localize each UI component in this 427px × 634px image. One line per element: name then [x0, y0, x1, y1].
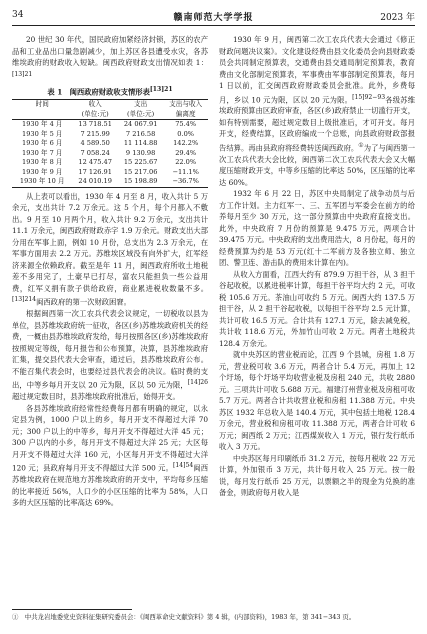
table-row — [12, 158, 208, 168]
paragraph: 1932 年 6 月 22 日，苏区中央局制定了战争动员与后方工作计划。主力红军一、三、五军团与军委会在前方的给养每月至少 30 万元，这一部分预算由中央政府直接支出。此外，中央政府 7 月份的预算是 9.475 万元，两项合计 39.475 万元。中央政府的支出费用浩大，8 月份起，每月的经费预算为约是 53 万元(红十二军前方及各独立师、独立团、警卫连、游击队的费用未计算在内)。 — [219, 189, 415, 268]
table-cell: 11 114.88 — [123, 139, 158, 148]
table-cell: −11.1% — [172, 167, 199, 176]
table-cell: 7 216.58 — [125, 129, 156, 138]
table-cell: 13 718.51 — [78, 120, 112, 129]
table-cell: 1930 年 9 月 — [22, 167, 63, 176]
left-column — [12, 34, 208, 509]
table-cell: 1930 年 8 月 — [22, 158, 63, 167]
paragraph: 1930 年 9 月，闽西第二次工农兵代表大会通过《修正财政问题决议案》。文化建设经费由县文化委员会向县财政委员会共同制定预算表，交通费由县交通局制定预算表，教育费由文化部制定预算表，军事费由军事部制定预算表，每月 1 日以前，汇交闽西政府财政委员会批准。此外，乡费每月，乡以 10 元为限，区以 20 元为限。$^{[15]92-93}$各级苏维埃政府预算由区政府审查，各区(乡)政府禁止一切滥行开支，如有特别需要，超过规定数目上级批准后，才可开支。每月开支，经费结算，区政府编成一个总账，向县政府财政部报告结算。再由县政府将经费转送闽西政府。①为了与闽西第一次工农兵代表大会比较，闽西第二次工农兵代表大会又大幅度压缩财政开支，中等乡压缩的比率达 50%，区压缩的比率达 60%。 — [219, 35, 416, 187]
table-cell: 15 198.89 — [118, 177, 163, 187]
finance-table — [12, 99, 208, 188]
table-header: 支出 — [118, 100, 163, 110]
header-year: 2023 年 — [380, 13, 415, 23]
paragraph: 就中央苏区的营业税而论，江西 9 个县城，房租 1.8 万元，营业税可收 3.6 万元，两者合计 5.4 万元，再加上 12 个圩场，每个圩场平均收营业税及房租 240 元，共收 2880 元。三项共计可收 5.688 万元。福建汀州营业税及房租可收 5.7 万元。两者合计共收营业税和房租 11.388 万元。中央苏区 1932 年总收入是 140.4 万元，其中包括土地税 128.4 万余元，营业税和房租可收 11.388 万元，两者合计可收 6 万元；闽西纸 2 万元；江西煤炭收入 1 万元，银行发行纸币收入 3 万元。 — [219, 350, 415, 452]
footnote-marker: ① — [358, 141, 364, 149]
table-header: 收入 — [72, 100, 117, 110]
table-row — [12, 168, 208, 178]
citation: [13]21 — [149, 86, 173, 94]
right-column — [219, 34, 415, 499]
paragraph: 根据闽西第一次工农兵代表会议规定，一切税收以县为单位，县苏维埃政府统一征收，各区(乡)苏维埃政府机关的经费，一概由县苏维埃政府发给，每月按照各区(乡)苏维埃政府按照规定等级，每月报告和公布预算，决算，县苏维埃政府汇集，提交县代表大会审查，通过后，县苏维埃政府公布。不能召集代表会时，也要经过县代表会的决议。临时费的支出，中等乡每月开支以 20 元为限，区以 50 元为限，$^{[14]26}$超过规定数目时，县苏维埃政府批准后，始得开支。 — [12, 309, 208, 402]
paragraph: 各县苏维埃政府经常性经费每月都有明确的规定，以永定县为例，1000 户以上的乡，每月开支不得超过大洋 70 元；300 户以上的中等乡，每月开支不得超过大洋 45 元；300 户以内的小乡，每月开支不得超过大洋 25 元；大区每月开支不得超过大洋 160 元，小区每月开支不得超过大洋 120 元；县政府每月开支不得超过大洋 500 元。$^{[14]54}$闽西苏维埃政府在规范地方苏维埃政府的开支中，平均每乡压缩的比率接近 56%，人口少的小区压缩的比率为 58%，人口多的大区压缩的比率高达 69%。 — [12, 403, 209, 508]
table-cell: 142.2% — [173, 139, 199, 148]
table-header: 支出与收入 — [163, 100, 208, 110]
footnote: ① 中共龙岩地委党史资料征集研究委员会：《闽西革命史文献资料》第 4 辑，(内部资料)，1983 年，第 341−343 页。 — [12, 613, 356, 621]
table-cell: 17 126.91 — [78, 167, 112, 176]
table-header — [12, 110, 72, 120]
citation: [14]26 — [187, 379, 208, 387]
table-cell: 22.0% — [175, 158, 197, 167]
table-row — [12, 130, 208, 140]
table-cell: 7 058.24 — [80, 148, 110, 157]
table-cell: 12 475.47 — [78, 158, 112, 167]
citation: [14]54 — [172, 462, 194, 470]
table-cell: 1930 年 7 月 — [22, 148, 63, 157]
table-cell: 15 217.06 — [123, 167, 158, 176]
table-header: (单位:元) — [118, 110, 163, 120]
table-cell: 1930 年 10 月 — [12, 177, 72, 187]
table-cell: 1930 年 6 月 — [22, 139, 63, 148]
header-rule — [12, 25, 415, 26]
citation: [15]92−93 — [352, 93, 386, 101]
table-row — [12, 139, 208, 149]
table-cell: 75.4% — [175, 120, 197, 129]
table-cell: 9 130.98 — [125, 148, 156, 157]
page-number: 34 — [12, 10, 24, 20]
page-header — [12, 10, 415, 24]
table-cell: 0.0% — [177, 129, 195, 138]
table-header: (单位:元) — [72, 110, 117, 120]
table-header: 偏离度 — [163, 110, 208, 120]
table-cell: 15 225.67 — [123, 158, 158, 167]
table-cell: −36.7% — [163, 177, 208, 187]
table-cell: 1930 年 5 月 — [22, 129, 63, 138]
table-row — [12, 120, 208, 130]
paragraph: 从收入方面看，江西大约有 879.9 万担干谷，从 3 担干谷起收税，以累进税率计算，每担干谷平均大约 2 元，可收税 105.6 万元。茶油山可收约 5 万元。闽西大约 137.5 万担干谷，从 2 担干谷起收税，以每担干谷平均 2.5 元计算，共计可收 16.5 万元。合计共有 127.1 万元，除去减免税，共计收 118.6 万元，外加竹山可收 2 万元。两者土地税共 128.4 万余元。 — [219, 269, 415, 348]
paragraph: 20 世纪 30 年代，国民政府加紧经济封锁，苏区的农产品和工业品出口量急剧减少，加上苏区各县遭受水灾，各苏维埃政府的财政收入短缺。闽西政府财政支出情况如表 1：$^{[13]21}$ — [12, 35, 208, 78]
table-cell: 24 010.19 — [72, 177, 117, 187]
table-header: 时间 — [12, 100, 72, 110]
table-subheader-row — [12, 110, 208, 120]
paragraph: 中央苏区每月印刷纸币 31.2 万元，按每月税收 22 万元计算，外加银币 3 万元，共计每月收入 25 万元。按一般说，每月发行纸币 25 万元，以票额之半的现金为兑换的准备金，则政府每月收入是 — [219, 453, 415, 498]
footnote-rule — [12, 609, 132, 610]
table-cell: 4 589.50 — [80, 139, 110, 148]
table-header-row — [12, 100, 208, 110]
journal-title: 赣南师范大学学报 — [173, 13, 254, 23]
citation: [13]214 — [12, 296, 37, 304]
paragraph: 从上表可以看出，1930 年 4 月至 8 月，收入共计 5 万余元，支出共计 7.2 万余元。这 5 个月，每个月都入不敷出。9 月至 10 月两个月，收入共计 9.2 万余元，支出共计 11.1 万余元，闽西政府财政赤字 1.9 万余元。财政支出大部分用在军事上面，例如 10 月份，总支出为 2.3 万余元，在军事方面用去 2.2 万元。苏维埃区域没有向外扩大，红军经济来源全依赖政府。截至是年 11 月，闽西政府所收土地税差不多用完了，土豪早已打尽，富农只能担负一些公益用费，红军义捐有款子供给政府，商业累进税收数量不多。$^{[13]214}$闽西政府的第一次财政困窘。 — [12, 191, 208, 307]
table-cell: 7 215.99 — [80, 129, 110, 138]
table-cell: 1930 年 4 月 — [22, 120, 63, 129]
table-row — [12, 177, 208, 187]
table-cell: 24 067.91 — [123, 120, 158, 129]
table-cell: 29.4% — [175, 148, 197, 157]
citation: [13]21 — [12, 70, 33, 78]
table-row — [12, 149, 208, 159]
table-caption: 表 1 闽西政府财政收支情形表$^{[13]21}$ — [47, 86, 173, 97]
